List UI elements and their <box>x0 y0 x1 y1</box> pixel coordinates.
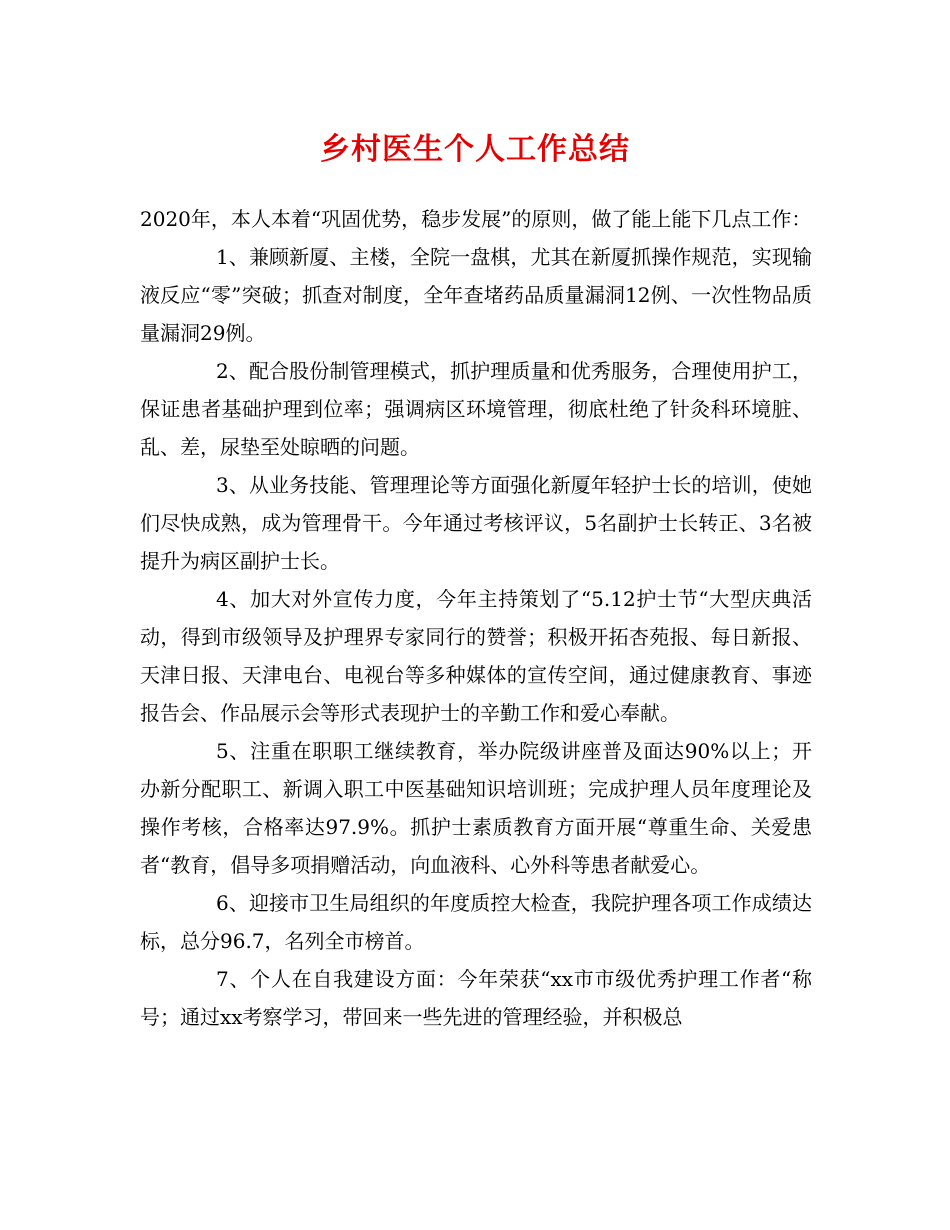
document-body <box>140 200 812 1036</box>
paragraph-item-6: 6、迎接市卫生局组织的年度质控大检查，我院护理各项工作成绩达标，总分96.7，名列全市榜首。 <box>140 891 812 953</box>
paragraph-item-7: 7、个人在自我建设方面：今年荣获“xx市市级优秀护理工作者“称号；通过xx考察学习，带回来一些先进的管理经验，并积极总 <box>140 967 812 1029</box>
paragraph-item-4: 4、加大对外宣传力度，今年主持策划了“5.12护士节“大型庆典活动，得到市级领导及护理界专家同行的赞誉；积极开拓杏苑报、每日新报、天津日报、天津电台、电视台等多种媒体的宣传空间，通过健康教育、事迹报告会、作品展示会等形式表现护士的辛勤工作和爱心奉献。 <box>140 587 812 725</box>
paragraph-item-5: 5、注重在职职工继续教育，举办院级讲座普及面达90%以上；开办新分配职工、新调入职工中医基础知识培训班；完成护理人员年度理论及操作考核，合格率达97.9%。抓护士素质教育方面开展“尊重生命、关爱患者“教育，倡导多项捐赠活动，向血液科、心外科等患者献爱心。 <box>140 739 812 877</box>
document-title: 乡村医生个人工作总结 <box>320 132 630 167</box>
paragraph-item-1: 1、兼顾新厦、主楼，全院一盘棋，尤其在新厦抓操作规范，实现输液反应“零”突破；抓查对制度，全年查堵药品质量漏洞12例、一次性物品质量漏洞29例。 <box>140 245 812 345</box>
paragraph-item-2: 2、配合股份制管理模式，抓护理质量和优秀服务，合理使用护工，保证患者基础护理到位率；强调病区环境管理，彻底杜绝了针灸科环境脏、乱、差，尿垫至处晾晒的问题。 <box>140 359 812 459</box>
intro-paragraph: 2020年，本人本着“巩固优势，稳步发展”的原则，做了能上能下几点工作： <box>140 207 812 231</box>
paragraph-item-3: 3、从业务技能、管理理论等方面强化新厦年轻护士长的培训，使她们尽快成熟，成为管理骨干。今年通过考核评议，5名副护士长转正、3名被提升为病区副护士长。 <box>140 473 812 573</box>
